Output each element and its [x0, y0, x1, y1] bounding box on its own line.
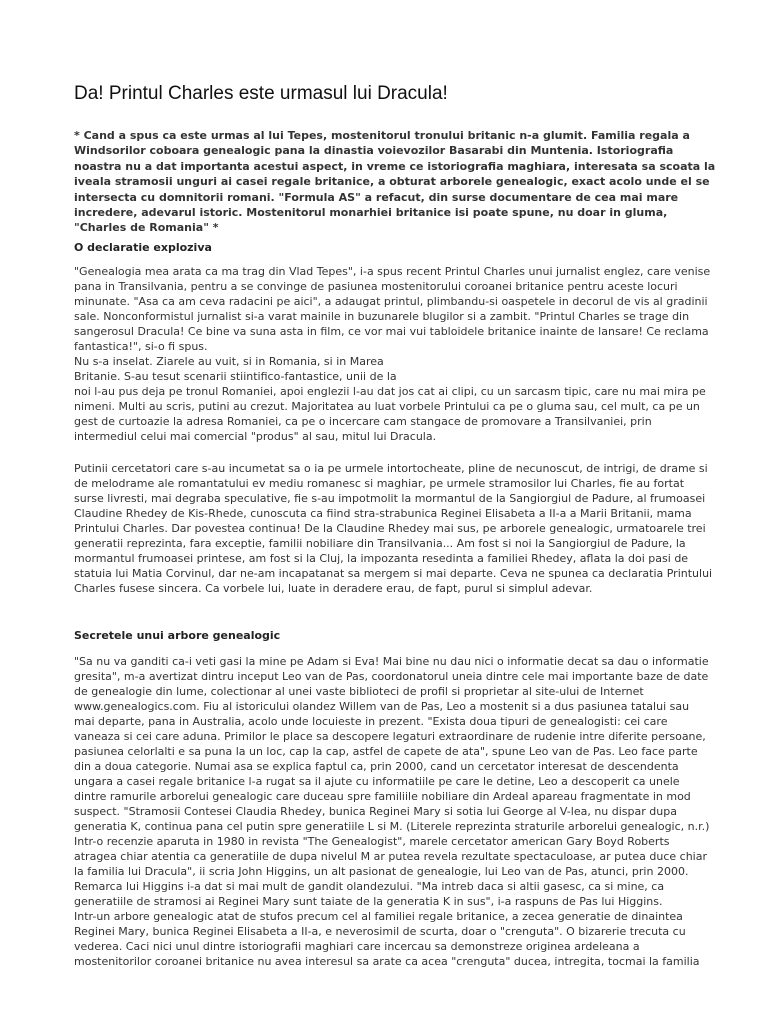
text-line: noastra nu a dat importanta acestui aspect, in vreme ce istoriografia maghiara, interesata sa scoata la [74, 159, 716, 173]
text-line: ungara a casei regale britanice l-a rugat sa il ajute cu informatiile pe care le detine, Leo a descoperit ca unele [74, 775, 680, 788]
text-line: gresita", m-a avertizat dintru inceput Leo van de Pas, coordonatorul uneia dintre cele mai importante baze de date [74, 670, 709, 683]
text-line: Britanie. S-au tesut scenarii stiintifico-fantastice, unii de la [74, 370, 397, 383]
text-line: generatiile de stramosi ai Reginei Mary sunt taiate de la generatia K in sus", i-a raspuns de Pas lui Higgins. [74, 895, 663, 908]
text-line: "Charles de Romania" * [74, 221, 219, 235]
text-line: incredere, adevarul istoric. Mostenitorul monarhiei britanice isi poate spune, nu doar in gluma, [74, 206, 668, 220]
article-intro [74, 128, 716, 236]
section1-paragraph-1 [74, 264, 711, 444]
text-line: din a doua categorie. Numai asa se explica faptul ca, prin 2000, cand un cercetator interesat de descendenta [74, 760, 679, 773]
text-line: generatii reprezinta, fara exceptie, familii nobiliare din Transilvania... Am fost si noi la Sangiorgiul de Padure, la [74, 537, 686, 550]
text-line: Reginei Mary, bunica Reginei Elisabeta a II-a, e neverosimil de scurta, doar o "crenguta". O bizarerie trecuta cu [74, 925, 686, 938]
text-line: "Genealogia mea arata ca ma trag din Vlad Tepes", i-a spus recent Printul Charles unui jurnalist englez, care venise [74, 265, 711, 278]
text-line: intermediul celui mai comercial "produs" al sau, mitul lui Dracula. [74, 430, 437, 443]
text-line: iveala stramosii unguri ai casei regale britanice, a obturat arborele genealogic, exact acolo unde el se [74, 175, 710, 189]
text-line: pana in Transilvania, pentru a se convinge de pasiunea mostenitorului coroanei britanice pentru aceste locuri [74, 280, 678, 293]
text-line: intersecta cu domnitorii romani. "Formula AS" a refacut, din surse documentare de cea mai mare [74, 190, 679, 204]
text-line: Printului Charles. Dar povestea continua! De la Claudine Rhedey mai sus, pe arborele genealogic, urmatoarele trei [74, 522, 706, 535]
text-line: fantastica!", si-o fi spus. [74, 340, 208, 353]
text-line: Intr-un arbore genealogic atat de stufos precum cel al familiei regale britanice, a zecea generatie de dinaintea [74, 910, 683, 923]
text-line: suspect. "Stramosii Contesei Claudia Rhedey, bunica Reginei Mary si sotia lui George al V-lea, nu dispar dupa [74, 805, 677, 818]
text-line: statuia lui Matia Corvinul, dar ne-am incapatanat sa mergem si mai departe. Ceva ne spunea ca declaratia Printului [74, 567, 713, 580]
text-line: la familia lui Dracula", ii scria John Higgins, un alt pasionat de genealogie, lui Leo van de Pas, atunci, prin 2000. [74, 865, 689, 878]
text-line: mostenitorilor coroanei britanice nu avea interesul sa arate ca acea "crenguta" ducea, intregita, tocmai la familia [74, 955, 700, 968]
text-line: minunate. "Asa ca am ceva radacini pe aici", a adaugat printul, plimbandu-si oaspetele in decorul de vis al gradinii [74, 295, 708, 308]
text-line: Charles fusese sincera. Ca vorbele lui, luate in deradere erau, de fapt, purul si simplul adevar. [74, 582, 593, 595]
section1-paragraph-2 [74, 461, 713, 596]
text-line: www.genealogics.com. Fiu al istoricului olandez Willem van de Pas, Leo a mostenit si a dus pasiunea tatalui sau [74, 700, 690, 713]
text-line: Nu s-a inselat. Ziarele au vuit, si in Romania, si in Marea [74, 355, 384, 368]
text-line: Claudine Rhedey de Kis-Rhede, cunoscuta ca fiind stra-strabunica Reginei Elisabeta a II-a a Marii Britanii, mama [74, 507, 692, 520]
text-line: Intr-o recenzie aparuta in 1980 in revista "The Genealogist", marele cercetator american Gary Boyd Roberts [74, 835, 670, 848]
text-line: generatia K, continua pana cel putin spre generatiile L si M. (Literele reprezinta straturile arborelui genealogic, n.r.) [74, 820, 710, 833]
text-line: de melodrame ale romantatului ev mediu romanesc si maghiar, pe urmele stramosilor lui Charles, fie au fortat [74, 477, 685, 490]
text-line: pasiunea celorlalti e sa puna la un loc, cap la cap, astfel de capete de ata", spune Leo van de Pas. Leo face parte [74, 745, 698, 758]
section-heading-arbore: Secretele unui arbore genealogic [74, 629, 281, 642]
text-line: Remarca lui Higgins i-a dat si mai mult de gandit olandezului. "Ma intreb daca si altii gasesc, ca si mine, ca [74, 880, 665, 893]
text-line: vaneaza si cei care aduna. Primilor le place sa descopere legaturi extraordinare de rudenie intre diferite persoane, [74, 730, 706, 743]
text-line: atragea chiar atentia ca generatiile de dupa nivelul M ar putea revela rezultate spectaculoase, ar putea duce chiar [74, 850, 708, 863]
text-line: sangerosul Dracula! Ce bine va suna asta in film, ce vor mai vui tabloidele britanice inainte de lansare! Ce reclama [74, 325, 709, 338]
text-line: mormantul frumoasei printese, am fost si la Cluj, la impozanta resedinta a familiei Rhedey, aflata la doi pasi de [74, 552, 689, 565]
text-line: gest de curtoazie la adresa Romaniei, ca pe o incercare cam stangace de promovare a Transilvaniei, prin [74, 415, 652, 428]
text-line: Putinii cercetatori care s-au incumetat sa o ia pe urmele intortocheate, pline de necunoscut, de intrigi, de drame si [74, 462, 708, 475]
text-line: vederea. Caci nici unul dintre istoriografii maghiari care incercau sa demonstreze originea ardeleana a [74, 940, 640, 953]
text-line: surse livresti, mai degraba speculative, fie s-au impotmolit la mormantul de la Sangiorgiul de Padure, al frumoasei [74, 492, 706, 505]
section-heading-declaratie: O declaratie exploziva [74, 241, 212, 254]
text-line: mai departe, pana in Australia, acolo unde locuieste in prezent. "Exista doua tipuri de genealogisti: cei care [74, 715, 668, 728]
text-line: noi l-au pus deja pe tronul Romaniei, apoi englezii l-au dat jos cat ai clipi, cu un sarcasm tipic, care nu mai mira pe [74, 385, 706, 398]
article-title: Da! Printul Charles este urmasul lui Dracula! [74, 83, 448, 104]
text-line: "Sa nu va ganditi ca-i veti gasi la mine pe Adam si Eva! Mai bine nu dau nici o informatie decat sa dau o informatie [74, 655, 709, 668]
text-line: dintre ramurile arborelui genealogic care duceau spre familiile nobiliare din Ardeal apareau fragmentate in mod [74, 790, 691, 803]
section2-paragraph-1 [74, 654, 710, 969]
text-line: nimeni. Multi au scris, putini au crezut. Majoritatea au luat vorbele Printului ca pe o gluma sau, cel mult, ca pe un [74, 400, 700, 413]
text-line: de genealogie din lume, colectionar al unei vaste biblioteci de profil si proprietar al site-ului de Internet [74, 685, 644, 698]
text-line: sale. Nonconformistul jurnalist si-a varat mainile in buzunarele blugilor si a zambit. "Printul Charles se trage din [74, 310, 690, 323]
text-line: Windsorilor coboara genealogic pana la dinastia voievozilor Basarabi din Muntenia. Istoriografia [74, 144, 674, 158]
text-line: * Cand a spus ca este urmas al lui Tepes, mostenitorul tronului britanic n-a glumit. Familia regala a [74, 129, 690, 142]
